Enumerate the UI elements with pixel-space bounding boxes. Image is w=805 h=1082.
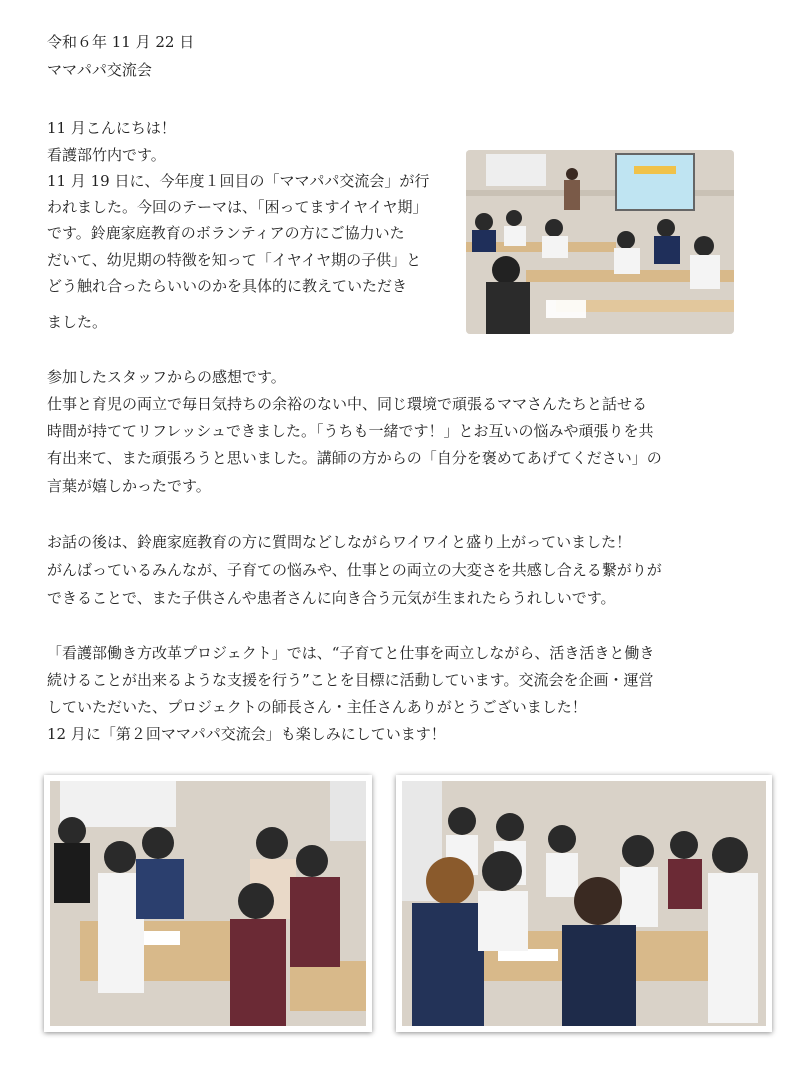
body-line: 参加したスタッフからの感想です。 (47, 368, 286, 386)
body-line: 言葉が嬉しかったです。 (47, 477, 211, 495)
body-line: していただいた、プロジェクトの師長さん・主任さんありがとうございました！ (47, 698, 587, 716)
group-discussion-photo-left (44, 775, 372, 1032)
body-line: 「看護部働き方改革プロジェクト」では、“子育てと仕事を両立しながら、活き活きと働き (47, 644, 655, 662)
body-line: できることで、また子供さんや患者さんに向き合う元気が生まれたらうれしいです。 (47, 589, 616, 607)
body-line: 続けることが出来るような支援を行う”ことを目標に活動しています。交流会を企画・運営 (47, 671, 654, 689)
document-title: ママパパ交流会 (47, 61, 152, 79)
body-line: 時間が持ててリフレッシュできました。「うちも一緒です！」とお互いの悩みや頑張りを共 (47, 422, 654, 440)
group-discussion-photo-right (396, 775, 772, 1032)
body-line: 11 月 19 日に、今年度１回目の「ママパパ交流会」が行 (47, 172, 430, 190)
body-line: がんばっているみんなが、子育ての悩みや、仕事との両立の大変さを共感し合える繋がりが (47, 561, 662, 579)
seminar-room-photo (466, 150, 734, 334)
greeting-line: 11 月こんにちは！ (47, 119, 176, 137)
body-line: だいて、幼児期の特徴を知って「イヤイヤ期の子供」と (47, 251, 422, 269)
body-line: 12 月に「第２回ママパパ交流会」も楽しみにしています！ (47, 725, 446, 743)
body-line: です。鈴鹿家庭教育のボランティアの方にご協力いた (47, 224, 405, 242)
document-date: 令和６年 11 月 22 日 (47, 33, 195, 51)
body-line: われました。今回のテーマは、「困ってますイヤイヤ期」 (47, 198, 428, 216)
body-line: ました。 (47, 313, 108, 331)
body-line: 有出来て、また頑張ろうと思いました。講師の方からの「自分を褒めてあげてください」の (47, 449, 662, 467)
body-line: どう触れ合ったらいいのかを具体的に教えていただき (47, 277, 408, 295)
author-line: 看護部竹内です。 (47, 146, 166, 164)
body-line: 仕事と育児の両立で毎日気持ちの余裕のない中、同じ環境で頑張るママさんたちと話せる (47, 395, 648, 413)
body-line: お話の後は、鈴鹿家庭教育の方に質問などしながらワイワイと盛り上がっていました！ (47, 533, 632, 551)
